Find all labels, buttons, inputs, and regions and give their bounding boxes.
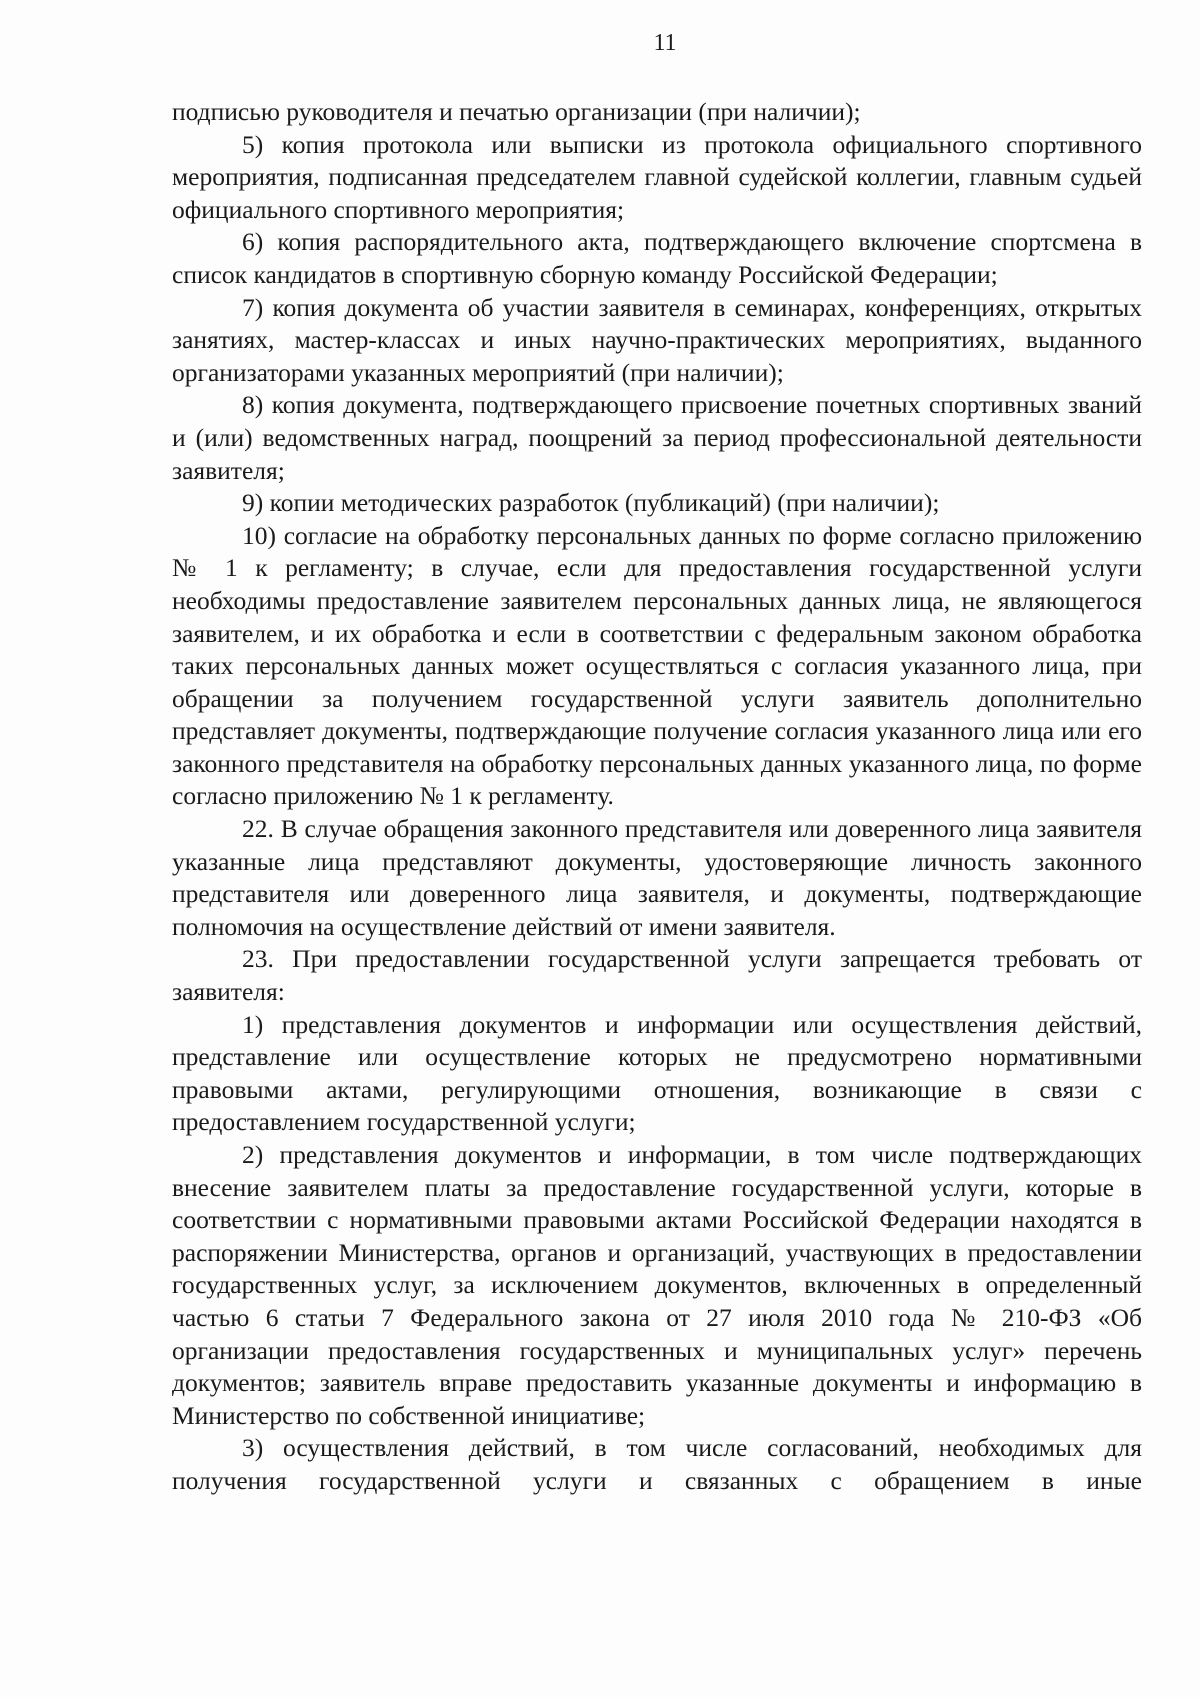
paragraph: 3) осуществления действий, в том числе согласований, необходимых для получения государственной услуги и связанных с обращением в иные xyxy=(172,1433,1142,1495)
paragraph: подписью руководителя и печатью организации (при наличии); xyxy=(172,97,861,126)
page-number: 11 xyxy=(653,30,677,56)
paragraph: 23. При предоставлении государственной услуги запрещается требовать от заявителя: xyxy=(172,944,1142,1007)
paragraph: 6) копия распорядительного акта, подтверждающего включение спортсмена в список кандидатов в спортивную сборную команду Российской Федерации; xyxy=(172,227,1142,289)
paragraph: 2) представления документов и информации, в том числе подтверждающих внесение заявителем платы за предоставление государственной услуги, которые в соответствии с нормативными правовыми актами Российской Федерации находятся в распоряжении Министерства, органов и организаций, участвующих в предоставлении государственных услуг, за исключением документов, включенных в определенный частью 6 статьи 7 Федерального закона от 27 июля 2010 года № 210-ФЗ «Об организации предоставления государственных и муниципальных услуг» перечень документов; заявитель вправе предоставить указанные документы и информацию в Министерство по собственной инициативе; xyxy=(172,1140,1142,1430)
paragraph: 9) копии методических разработок (публикаций) (при наличии); xyxy=(242,488,940,518)
document-body xyxy=(172,96,1142,1498)
paragraph: 5) копия протокола или выписки из протокола официального спортивного мероприятия, подписанная председателем главной судейской коллегии, главным судьей официального спортивного мероприятия; xyxy=(172,129,1142,224)
paragraph: 7) копия документа об участии заявителя в семинарах, конференциях, открытых занятиях, мастер-классах и иных научно-практических мероприятиях, выданного организаторами указанных мероприятий (при наличии); xyxy=(172,292,1142,387)
paragraph: 8) копия документа, подтверждающего присвоение почетных спортивных званий и (или) ведомственных наград, поощрений за период профессиональной деятельности заявителя; xyxy=(172,390,1142,485)
paragraph: 1) представления документов и информации или осуществления действий, представление или осуществление которых не предусмотрено нормативными правовыми актами, регулирующими отношения, возникающие в связи с предоставлением государственной услуги; xyxy=(172,1009,1142,1137)
paragraph: 22. В случае обращения законного представителя или доверенного лица заявителя указанные лица представляют документы, удостоверяющие личность законного представителя или доверенного лица заявителя, и документы, подтверждающие полномочия на осуществление действий от имени заявителя. xyxy=(172,814,1142,941)
paragraph: 10) согласие на обработку персональных данных по форме согласно приложению № 1 к регламенту; в случае, если для предоставления государственной услуги необходимы предоставление заявителем персональных данных лица, не являющегося заявителем, и их обработка и если в соответствии с федеральным законом обработка таких персональных данных может осуществляться с согласия указанного лица, при обращении за получением государственной услуги заявитель дополнительно представляет документы, подтверждающие получение согласия указанного лица или его законного представителя на обработку персональных данных указанного лица, по форме согласно приложению № 1 к регламенту. xyxy=(172,520,1142,811)
